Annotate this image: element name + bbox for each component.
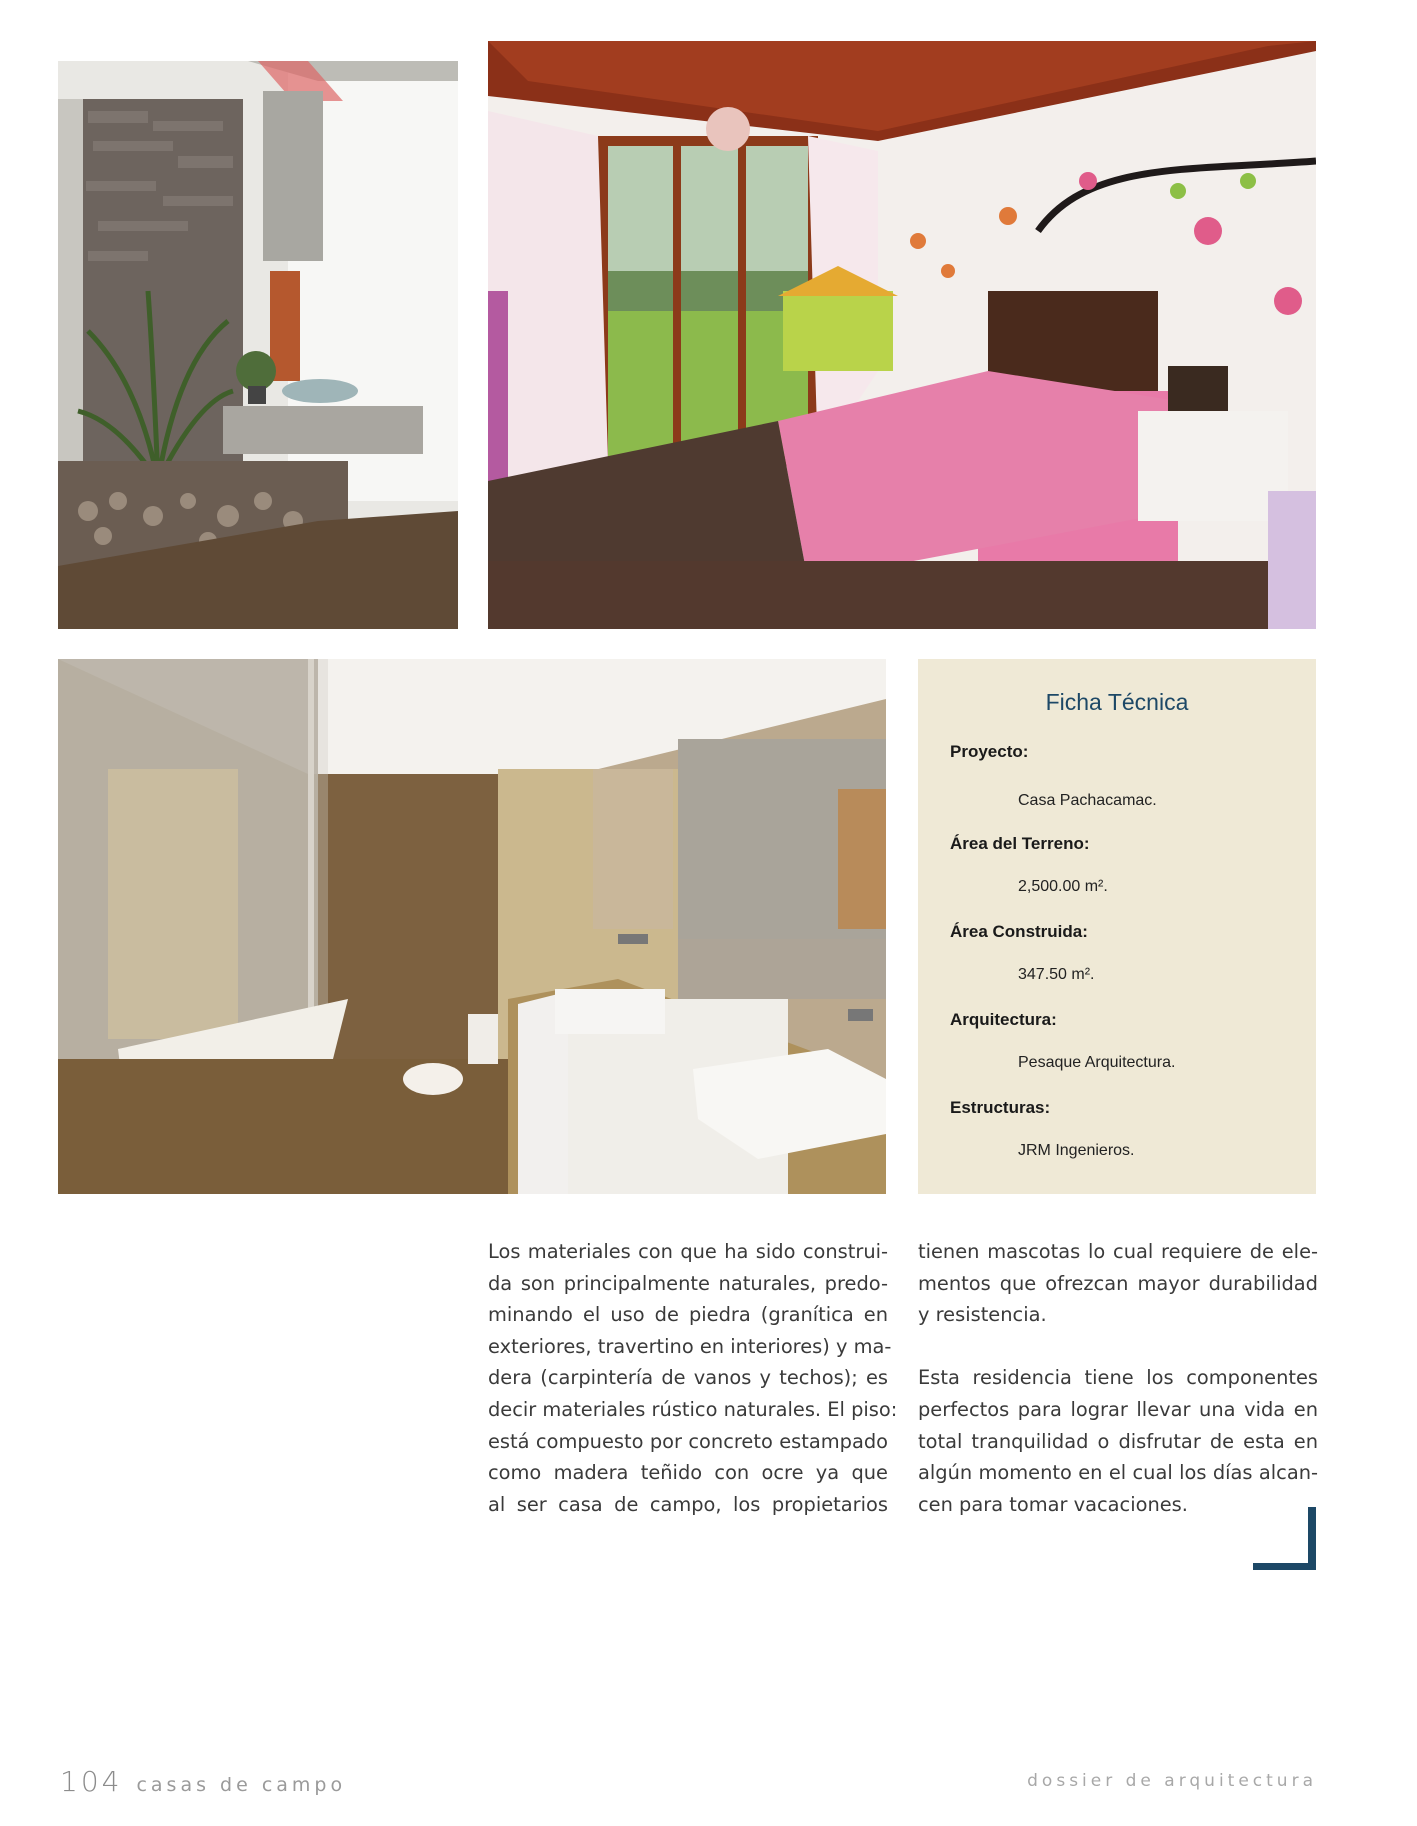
bathroom-photo bbox=[58, 659, 886, 1194]
page-number: 104 bbox=[60, 1765, 123, 1798]
ficha-label-estructuras: Estructuras: bbox=[950, 1098, 1051, 1117]
bedroom-photo bbox=[488, 41, 1316, 629]
body-line: cen para tomar vacaciones. bbox=[918, 1492, 1188, 1516]
body-line: dera (carpintería de vanos y techos); es bbox=[488, 1366, 888, 1390]
footer-left bbox=[60, 1765, 346, 1798]
end-corner-mark bbox=[1253, 1507, 1316, 1570]
ficha-label-arquitectura: Arquitectura: bbox=[950, 1010, 1057, 1029]
ficha-value-arquitectura: Pesaque Arquitectura. bbox=[1018, 1054, 1176, 1071]
garden-bathroom-photo bbox=[58, 61, 458, 629]
body-line: Esta residencia tiene los componentes bbox=[918, 1366, 1318, 1390]
body-line: minando el uso de piedra (granítica en bbox=[488, 1303, 888, 1327]
body-line: al ser casa de campo, los propietarios bbox=[488, 1492, 888, 1516]
ficha-value-proyecto: Casa Pachacamac. bbox=[1018, 792, 1157, 809]
body-line: algún momento en el cual los días alcan- bbox=[918, 1461, 1318, 1485]
body-line: exteriores, travertino en interiores) y ma- bbox=[488, 1334, 892, 1358]
body-column-2 bbox=[918, 1236, 1318, 1520]
body-line: total tranquilidad o disfrutar de esta en bbox=[918, 1429, 1318, 1453]
body-line: decir materiales rústico naturales. El piso: bbox=[488, 1397, 898, 1421]
ficha-value-area-construida: 347.50 m². bbox=[1018, 966, 1095, 983]
body-line: está compuesto por concreto estampado bbox=[488, 1429, 888, 1453]
body-line: tienen mascotas lo cual requiere de ele- bbox=[918, 1240, 1318, 1263]
ficha-label-area-construida: Área Construida: bbox=[950, 922, 1088, 941]
body-column-1 bbox=[488, 1236, 898, 1520]
ficha-label-area-terreno: Área del Terreno: bbox=[950, 834, 1090, 853]
body-line: como madera teñido con ocre ya que bbox=[488, 1461, 888, 1485]
ficha-label-proyecto: Proyecto: bbox=[950, 742, 1029, 761]
section-name: casas de campo bbox=[136, 1774, 347, 1796]
ficha-value-estructuras: JRM Ingenieros. bbox=[1018, 1142, 1135, 1159]
ficha-value-area-terreno: 2,500.00 m². bbox=[1018, 878, 1108, 895]
body-line: perfectos para lograr llevar una vida en bbox=[918, 1397, 1318, 1421]
body-line: mentos que ofrezcan mayor durabilidad bbox=[918, 1271, 1318, 1295]
ficha-title: Ficha Técnica bbox=[1045, 689, 1189, 715]
ficha-tecnica-box bbox=[918, 659, 1316, 1194]
body-line: Los materiales con que ha sido construi- bbox=[488, 1240, 888, 1263]
publication-name: dossier de arquitectura bbox=[1027, 1771, 1317, 1791]
body-line: da son principalmente naturales, predo- bbox=[488, 1271, 888, 1295]
body-line: y resistencia. bbox=[918, 1303, 1047, 1327]
